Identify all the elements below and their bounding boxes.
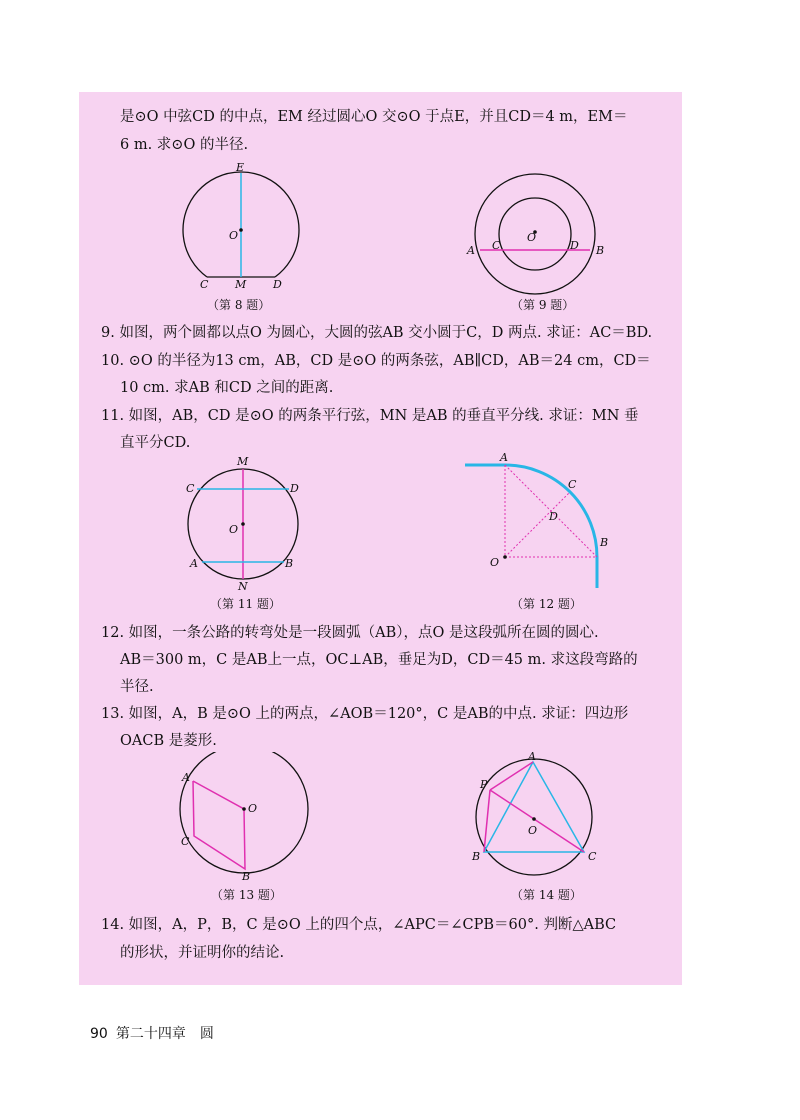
fig14-label-a: A	[528, 752, 536, 763]
fig9-label-c: C	[492, 239, 501, 252]
fig14-label-o: O	[528, 824, 538, 837]
fig12-line-oc	[505, 492, 570, 557]
fig11-label-m: M	[237, 455, 249, 468]
problem-9-text: 9. 如图，两个圆都以点O 为圆心，大圆的弦AB 交小圆于C，D 两点. 求证：AC＝BD.	[101, 325, 653, 341]
fig11-label-n: N	[238, 580, 248, 593]
fig9-label-b: B	[596, 244, 605, 257]
fig8-caption: （第 8 题）	[207, 298, 271, 312]
problem-12-text-line3: 半径.	[120, 679, 154, 695]
fig13-caption: （第 13 题）	[211, 888, 282, 902]
problem-11-text-line1: 11. 如图，AB，CD 是⊙O 的两条平行弦，MN 是AB 的垂直平分线. 求证：MN 垂	[101, 408, 639, 424]
problem-14-text-line2: 的形状，并证明你的结论.	[120, 945, 285, 961]
figure-8	[180, 160, 310, 295]
fig14-circle	[476, 759, 592, 875]
fig12-center-dot	[503, 555, 507, 559]
page-footer	[90, 1023, 214, 1043]
fig8-label-m: M	[235, 278, 247, 291]
fig8-label-o: O	[229, 229, 239, 242]
fig14-center-dot	[532, 817, 536, 821]
fig14-triangle-abc	[484, 762, 584, 852]
fig11-label-c: C	[186, 482, 195, 495]
figure-11	[180, 452, 310, 594]
fig14-label-p: P	[480, 778, 488, 791]
fig9-label-a: A	[467, 244, 475, 257]
fig9-label-d: D	[570, 239, 579, 252]
fig13-center-dot	[242, 807, 246, 811]
problem-12-text-line1: 12. 如图，一条公路的转弯处是一段圆弧（AB），点O 是这段弧所在圆的圆心.	[101, 625, 599, 641]
problem-11-text-line2: 直平分CD.	[120, 435, 191, 451]
fig8-label-c: C	[200, 278, 209, 291]
fig13-label-c: C	[181, 835, 190, 848]
fig13-label-o: O	[248, 802, 258, 815]
fig14-segment-pc	[490, 790, 584, 852]
page-number: 90	[90, 1026, 108, 1042]
fig12-label-o: O	[490, 556, 500, 569]
fig13-label-b: B	[242, 870, 251, 882]
problem-14-text-line1: 14. 如图，A，P，B，C 是⊙O 上的四个点，∠APC＝∠CPB＝60°. 判断△ABC	[101, 917, 617, 933]
fig8-label-d: D	[273, 278, 282, 291]
problem-13-text-line1: 13. 如图，A，B 是⊙O 上的两点，∠AOB＝120°，C 是AB的中点. 求证：四边形	[101, 706, 629, 722]
problem-12-text-line2: AB＝300 m，C 是AB上一点，OC⊥AB，垂足为D，CD＝45 m. 求这段弯路的	[120, 652, 638, 668]
fig12-label-a: A	[500, 451, 508, 464]
problem-13-text-line2: OACB 是菱形.	[120, 733, 217, 749]
fig13-label-a: A	[182, 771, 190, 784]
figure-13	[175, 752, 315, 882]
fig9-caption: （第 9 题）	[511, 298, 575, 312]
fig12-road-arc	[465, 465, 597, 588]
problem-10-text-line2: 10 cm. 求AB 和CD 之间的距离.	[120, 380, 334, 396]
fig9-label-o: O	[527, 231, 537, 244]
fig11-label-d: D	[290, 482, 299, 495]
problem-10-text-line1: 10. ⊙O 的半径为13 cm，AB，CD 是⊙O 的两条弦，AB∥CD，AB＝24 cm，CD＝	[101, 353, 651, 369]
fig14-segment-pa	[490, 762, 533, 790]
figure-12	[460, 450, 620, 592]
figure-14	[470, 752, 610, 882]
fig11-center-dot	[241, 522, 245, 526]
fig14-label-b: B	[472, 850, 481, 863]
fig12-label-b: B	[600, 536, 609, 549]
fig11-label-o: O	[229, 523, 239, 536]
problem-8-text-line1: 是⊙O 中弦CD 的中点，EM 经过圆心O 交⊙O 于点E，并且CD＝4 m，EM＝	[120, 109, 628, 125]
fig11-label-a: A	[190, 557, 198, 570]
fig14-caption: （第 14 题）	[511, 888, 582, 902]
problem-8-text-line2: 6 m. 求⊙O 的半径.	[120, 137, 249, 153]
fig12-label-d: D	[549, 510, 558, 523]
figure-9	[465, 168, 615, 296]
fig11-label-b: B	[285, 557, 294, 570]
fig8-label-e: E	[236, 161, 245, 174]
fig12-label-c: C	[568, 478, 577, 491]
fig14-label-c: C	[588, 850, 597, 863]
fig11-caption: （第 11 题）	[210, 597, 281, 611]
fig8-center-dot	[239, 228, 243, 232]
fig12-caption: （第 12 题）	[511, 597, 582, 611]
chapter-title: 第二十四章 圆	[115, 1026, 214, 1042]
